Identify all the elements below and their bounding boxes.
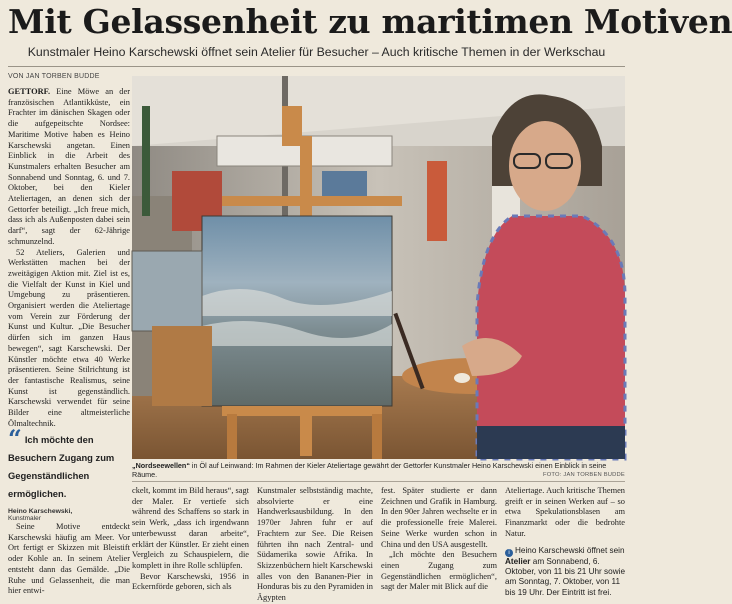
column-e-paragraph-1: fest. Später studierte er dann Zeichnen und Grafik in Hamburg. In den 90er Jahren wechselte er in die professionelle freie Malerei. Seine Werke wurden schon in China und den USA ausgestellt. [381, 486, 497, 549]
column-d [257, 486, 373, 604]
dateline: GETTORF. [8, 87, 51, 96]
column-c [132, 486, 249, 593]
info-icon: i [505, 549, 513, 557]
info-text: am Sonnabend, 6. Oktober, von 11 bis 21 Uhr sowie am Sonntag, 7. Oktober, von 11 bis 19 Uhr. Der Eintritt ist frei. [505, 556, 625, 597]
column-c-paragraph-1: ckelt, kommt im Bild heraus“, sagt der Maler. Er vertiefe sich während des Schaffens so stark in sein Werk, „dass ich irgendwann unterbewusst daran arbeite“, erklärt der Künstler. Er zieht einen Vergleich zu Schauspielern, die komplett in ihre Rolle schlüpfen. [132, 486, 249, 570]
photo-credit: FOTO: JAN TORBEN BUDDE [542, 472, 625, 478]
divider-top [8, 66, 625, 67]
column-e-paragraph-2: „Ich möchte den Besuchern einen Zugang zum Gegenständlichen ermöglichen“, sagt der Maler mit Blick auf die [381, 550, 497, 592]
column-b-text: Seine Motive entdeckt Karschewski häufig am Meer. Vor Ort fertigt er Skizzen mit Bleistift oder Kohle an. In seinem Atelier entsteht dann das Gemälde. „Die Ruhe und Gelassenheit, die man hier entwi- [8, 522, 130, 596]
divider-caption [132, 481, 625, 482]
byline: VON JAN TORBEN BUDDE [8, 73, 100, 80]
artist-studio-photo [132, 76, 625, 459]
lead-paragraph-1-text: Eine Möwe an der französischen Atlantikküste, ein Frachter im dänischen Skagen oder die aufgepeitschte Nordsee: Maritime Motive haben es Heino Karschewski angetan. Einen Einblick in die Arbeit des Kunstmalers erhalten Besucher am Sonnabend und Sonntag, 6. und 7. Oktober, bei den Kieler Ateliertagen, an denen sich der Gettorfer beteiligt. „Ich freue mich, dass ich als Außenposten dabei sein darf“, sagt der 62-Jährige schmunzelnd. [8, 87, 130, 246]
quote-mark-icon: “ [8, 424, 22, 453]
lead-paragraph-2: 52 Ateliers, Galerien und Werkstätten machen bei der zweitägigen Aktion mit. Ziel ist es, die Vielfalt der Kunst in Kiel und Umgebung zu präsentieren. Organisiert werden die Ateliertage vom Verein zur Förderung der Kunst und Kultur. „Die Besucher dürfen sich im ganzen Haus bewegen“, sagt Karschewski. Der Künstler möchte etwa 40 Werke präsentieren. Seine Stilrichtung ist der fantastische Realismus, seine Kunst ist gegenständlich. Karschewski verwendet für seine Bilder eine altmeisterliche Ölmaltechnik. [8, 247, 130, 428]
headline: Mit Gelassenheit zu maritimen Motiven [8, 2, 732, 41]
column-f-text: Ateliertage. Auch kritische Themen greift er in seinen Werken auf – so etwa Spekulationsblasen am Finanzmarkt oder die bedrohte Natur. [505, 486, 625, 538]
info-name: Heino Karschewski öffnet sein [515, 545, 625, 555]
pull-quote [8, 424, 130, 522]
info-label: Atelier [505, 556, 531, 566]
caption-title: „Nordseewellen“ [132, 461, 190, 470]
column-c-paragraph-2: Bevor Karschewski, 1956 in Eckernförde geboren, sich als [132, 571, 249, 592]
column-b [8, 522, 130, 597]
article-photo [132, 76, 625, 459]
column-e [381, 486, 497, 593]
column-d-text: Kunstmaler selbstständig machte, absolvierte er eine Handwerksausbildung. In den 1970er Jahren fuhr er auf Frachtern zur See. Die Reisen führten ihn nach Zentral- und Südamerika sowie Afrika. In Skizzenbüchern hielt Karschewski alles von den Bananen-Pier in Honduras bis zu den Pyramiden in Ägypten [257, 486, 373, 603]
subheadline: Kunstmaler Heino Karschewski öffnet sein Atelier für Besucher – Auch kritische Themen in der Werkschau [27, 45, 606, 59]
quote-text: Ich möchte den Besuchern Zugang zum Gegenständlichen ermöglichen. [8, 434, 115, 499]
quote-role: Kunstmaler [8, 515, 41, 522]
quote-author: Heino Karschewski, [8, 508, 73, 515]
caption-text: in Öl auf Leinwand: Im Rahmen der Kieler Ateliertage gewährt der Gettorfer Kunstmaler Heino Karschewski einen Einblick in seine Räume. [132, 461, 607, 480]
lead-paragraph-1 [8, 87, 130, 248]
info-box [505, 546, 625, 599]
lead-column [8, 87, 130, 430]
column-f [505, 486, 625, 598]
